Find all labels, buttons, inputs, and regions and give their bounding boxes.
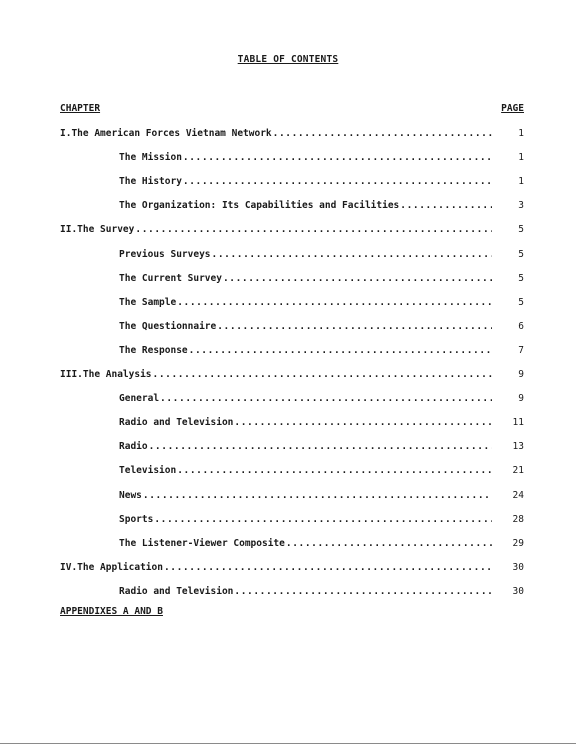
toc-entry-leader: [60, 561, 492, 575]
dot-leader: [177, 296, 492, 310]
toc-section-row: [0, 392, 576, 406]
toc-section-row: [0, 175, 576, 189]
toc-entry-title: Radio and Television: [119, 585, 234, 597]
dot-leader: [212, 248, 492, 262]
dot-leader: [183, 175, 492, 189]
toc-entry-leader: [119, 344, 492, 358]
toc-page-number: 24: [512, 489, 524, 501]
dot-leader: [160, 392, 492, 406]
chapter-number: I.: [60, 128, 72, 139]
toc-entry-title: The Survey: [77, 224, 135, 236]
dot-leader: [189, 344, 492, 358]
toc-entry-leader: [60, 223, 492, 237]
dot-leader: [286, 537, 492, 551]
toc-entry-leader: [119, 248, 492, 262]
toc-entry-title: Previous Surveys: [119, 248, 211, 260]
toc-page-number: 5: [518, 296, 524, 308]
toc-section-row: [0, 416, 576, 430]
toc-chapter-row: [0, 127, 576, 141]
toc-page-number: 5: [518, 224, 524, 236]
dot-leader: [154, 513, 492, 527]
toc-page-number: 3: [518, 200, 524, 212]
chapter-number: III.: [60, 369, 83, 380]
toc-entry-title: Radio: [119, 441, 148, 453]
toc-entry-leader: [119, 320, 492, 334]
page-column-header: PAGE: [501, 103, 524, 114]
toc-page-number: 1: [518, 176, 524, 188]
toc-entry-title: The Analysis: [82, 369, 152, 380]
chapter-number: IV.: [60, 561, 78, 573]
toc-entry-leader: [119, 537, 492, 551]
dot-leader: [223, 272, 492, 286]
toc-section-row: [0, 464, 576, 478]
toc-chapter-row: [0, 223, 576, 237]
toc-section-row: [0, 489, 576, 503]
toc-entry-title: The Listener-Viewer Composite: [119, 537, 285, 549]
dot-leader: [234, 416, 492, 430]
chapter-number: II.: [60, 224, 78, 236]
toc-page-number: 9: [518, 369, 524, 380]
toc-entry-leader: [119, 464, 492, 478]
toc-entry-leader: [119, 489, 492, 503]
toc-section-row: [0, 296, 576, 310]
dot-leader: [149, 440, 492, 454]
toc-page-number: 21: [512, 465, 524, 477]
appendixes-entry: APPENDIXES A AND B: [60, 606, 163, 617]
toc-entry-title: The Sample: [119, 296, 177, 308]
dot-leader: [183, 151, 492, 165]
toc-page-number: 30: [512, 561, 524, 573]
toc-entry-leader: [119, 513, 492, 527]
toc-chapter-row: [0, 561, 576, 575]
toc-section-row: [0, 344, 576, 358]
toc-entry-title: General: [119, 393, 160, 405]
toc-entry-title: The Response: [119, 344, 188, 356]
dot-leader: [234, 585, 492, 599]
page-edge-line: [0, 743, 576, 744]
toc-entry-title: The American Forces Vietnam Network: [71, 128, 272, 139]
toc-section-row: [0, 272, 576, 286]
toc-page-number: 1: [518, 152, 524, 164]
toc-section-row: [0, 248, 576, 262]
toc-entry-title: News: [119, 489, 142, 501]
toc-page-number: 11: [512, 417, 524, 429]
toc-page-number: 7: [518, 344, 524, 356]
toc-entry-title: The Application: [77, 561, 163, 573]
toc-section-row: [0, 199, 576, 213]
toc-entry-title: The Organization: Its Capabilities and Facilities: [119, 200, 400, 212]
toc-page-number: 5: [518, 272, 524, 284]
dot-leader: [177, 464, 492, 478]
toc-page-number: 5: [518, 248, 524, 260]
dot-leader: [153, 368, 492, 382]
toc-entry-title: The Mission: [119, 152, 182, 164]
toc-page-number: 29: [512, 537, 524, 549]
toc-entry-title: The Questionnaire: [119, 320, 217, 332]
page-title: TABLE OF CONTENTS: [237, 54, 339, 65]
toc-page-number: 6: [518, 320, 524, 332]
toc-entry-leader: [119, 392, 492, 406]
toc-page-number: 9: [518, 393, 524, 405]
toc-entry-leader: [119, 199, 492, 213]
toc-entry-title: Radio and Television: [119, 417, 234, 429]
dot-leader: [164, 561, 492, 575]
toc-page-number: 28: [512, 513, 524, 525]
toc-section-row: [0, 440, 576, 454]
toc-section-row: [0, 151, 576, 165]
toc-entry-leader: [119, 151, 492, 165]
dot-leader: [273, 127, 492, 141]
toc-entry-leader: [119, 416, 492, 430]
toc-chapter-row: [0, 368, 576, 382]
toc-entry-leader: [119, 585, 492, 599]
dot-leader: [143, 489, 492, 503]
toc-page-number: 13: [512, 441, 524, 453]
toc-entry-title: Television: [119, 465, 177, 477]
toc-section-row: [0, 320, 576, 334]
toc-page-number: 1: [518, 128, 524, 139]
toc-entry-leader: [60, 127, 492, 141]
toc-entry-leader: [119, 272, 492, 286]
toc-section-row: [0, 585, 576, 599]
toc-entry-title: The History: [119, 176, 182, 188]
toc-entry-leader: [119, 440, 492, 454]
toc-entry-title: Sports: [119, 513, 154, 525]
toc-entry-leader: [119, 175, 492, 189]
toc-entry-title: The Current Survey: [119, 272, 222, 284]
toc-section-row: [0, 537, 576, 551]
toc-section-row: [0, 513, 576, 527]
chapter-column-header: CHAPTER: [60, 103, 101, 114]
toc-entry-leader: [60, 368, 492, 382]
dot-leader: [135, 223, 492, 237]
dot-leader: [400, 199, 492, 213]
toc-page-number: 30: [512, 585, 524, 597]
toc-entry-leader: [119, 296, 492, 310]
dot-leader: [217, 320, 492, 334]
